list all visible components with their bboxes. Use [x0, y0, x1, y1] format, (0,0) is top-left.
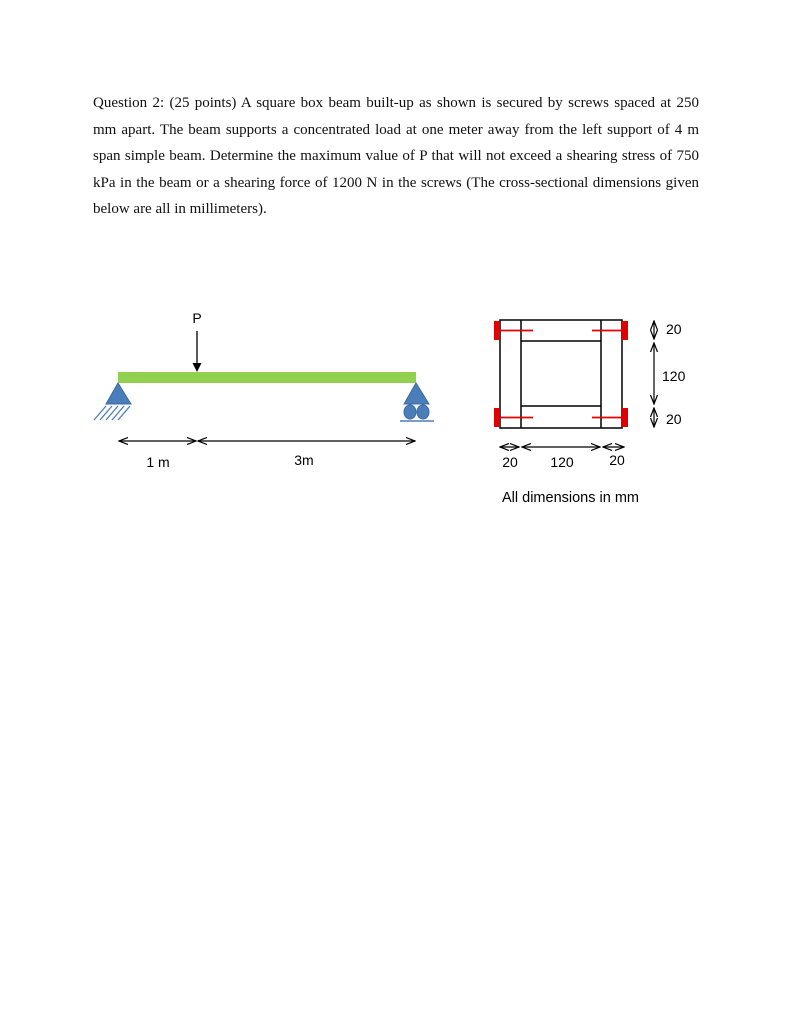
beam: [118, 372, 416, 383]
screws: [494, 321, 628, 427]
dim-top-label: 20: [666, 321, 682, 337]
dim-bottom-label: 20: [666, 411, 682, 427]
screw-top-left: [494, 321, 533, 340]
box-section-outline: [500, 320, 622, 428]
dim-center-label: 120: [550, 454, 574, 470]
dim-middle-label: 120: [662, 368, 686, 384]
screw-bottom-left: [494, 408, 533, 427]
dim-right-label: 20: [609, 452, 625, 468]
question-text: Question 2: (25 points) A square box beam built-up as shown is secured by screws spaced at 250 mm apart. The beam supports a concentrated load at one meter away from the left support of 4 m span simple beam. Determine the maximum value of P that will not exceed a shearing stress of 750 kPa in the beam or a shearing force of 1200 N in the screws (The cross-sectional dimensions given below are all in millimeters).: [93, 95, 699, 218]
left-span-label: 1 m: [146, 454, 170, 470]
load-label: P: [192, 310, 202, 326]
dimensions-caption: All dimensions in mm: [502, 490, 639, 506]
right-span-label: 3m: [294, 452, 314, 468]
load-arrow: [193, 331, 202, 372]
dim-left-label: 20: [502, 454, 518, 470]
cross-section-diagram: [494, 320, 686, 506]
screw-bottom-right: [592, 408, 628, 427]
screw-top-right: [592, 321, 628, 340]
beam-diagram: [94, 310, 434, 470]
roller-support: [400, 383, 434, 421]
pin-support: [94, 383, 131, 420]
